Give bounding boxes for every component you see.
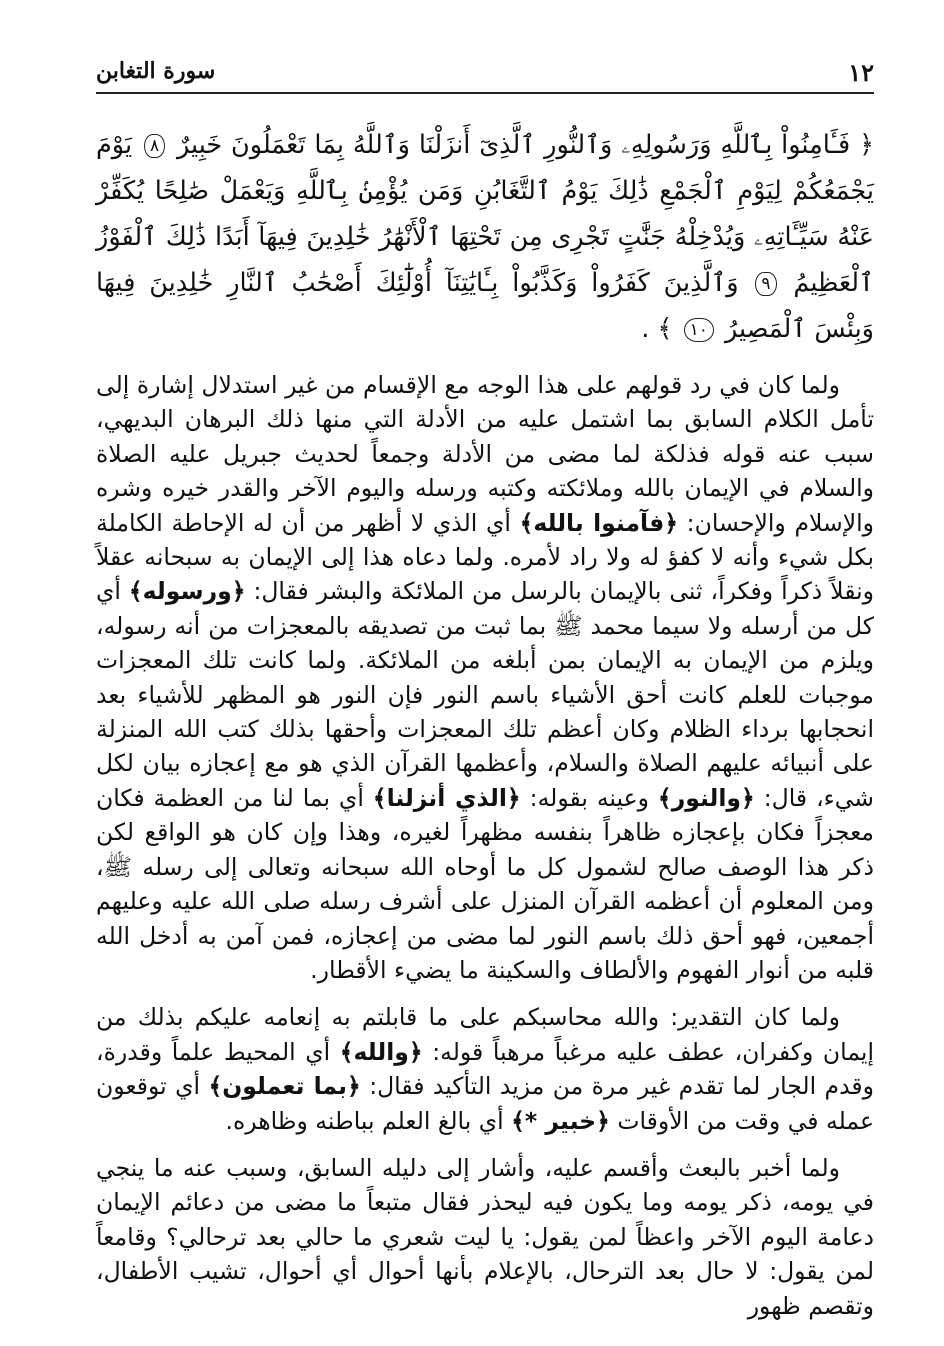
commentary-paragraph-1 — [96, 368, 874, 987]
ayah-number-9: ٩ — [755, 272, 776, 296]
quote-alladhi-anzalna: ﴿الذي أنزلنا﴾ — [372, 783, 521, 812]
p2-text-a: ولما كان التقدير: والله محاسبكم على ما قابلتم به إنعامه عليكم بذلك من إيمان وكفران، عطف عليه مرغباً مرهباً قوله: — [96, 1003, 874, 1066]
p2-text-d: أي بالغ العلم بباطنه وظاهره. — [225, 1106, 504, 1135]
quote-khabir: ﴿خبير *﴾ — [511, 1106, 610, 1135]
commentary-paragraph-2 — [96, 1000, 874, 1138]
page-number: ١٢ — [848, 58, 874, 87]
document-page — [96, 52, 874, 1332]
p1-text-e: أي بما لنا من العظمة فكان معجزاً فكان بإعجازه ظاهراً بنفسه مظهراً لغيره، وهذا وإن كان هو الواقع لكن ذكر هذا الوصف صالح لشمول كل ما أوحاه الله سبحانه وتعالى إلى رسله ﷺ، ومن المعلوم أن أعظمه القرآن المنزل على أشرف رسله صلى الله عليه وعليهم أجمعين، فهو أحق ذلك باسم النور لما مضى من إعجازه، فمن آمن به أدخل الله قلبه من أنوار الفهوم والألطاف والسكينة ما يضيء الأقطار. — [96, 783, 874, 984]
p1-text-a: ولما كان في رد قولهم على هذا الوجه مع الإقسام من غير استدلال إشارة إلى تأمل الكلام السابق بما اشتمل عليه من الأدلة التي منها ذلك البرهان البديهي، سبب عنه قوله فذلكة لما مضى من الأدلة وجمعاً لحديث جبريل عليه الصلاة والسلام في الإيمان بالله وملائكته وكتبه ورسله واليوم الآخر والقدر خيره وشره والإسلام والإحسان: — [96, 371, 874, 537]
p1-text-b: أي الذي لا أظهر من أن له الإحاطة الكاملة بكل شيء وأنه لا كفؤ له ولا راد لأمره. ولما دعاه هذا إلى الإيمان به سبحانه عقلاً ونقلاً ذكراً وفكراً، ثنى بالإيمان بالرسل من الملائكة والبشر فقال: — [96, 508, 874, 606]
quote-bima-taamalun: ﴿بما تعملون﴾ — [208, 1072, 361, 1101]
verse-10-text: وَٱلَّذِينَ كَفَرُواْ وَكَذَّبُواْ بِـَٔايَٰتِنَآ أُوْلَٰٓئِكَ أَصْحَٰبُ ٱلنَّارِ خَٰلِدِينَ فِيهَا وَبِئْسَ ٱلْمَصِيرُ — [96, 268, 874, 344]
ayah-number-8: ٨ — [144, 134, 165, 158]
p1-text-c: أي كل من أرسله ولا سيما محمد ﷺ بما ثبت من تصديقه بالمعجزات من أنه رسوله، ويلزم من الإيمان به الإيمان بمن أبلغه من الملائكة. ولما كانت تلك المعجزات موجبات للعلم كانت أحق الأشياء باسم النور فإن النور هو المظهر للأشياء بعد انحجابها برداء الظلام وكان أعظم تلك المعجزات وأحقها بذلك كتب الله المنزلة على أنبيائه عليهم الصلاة والسلام، وأعظمها القرآن الذي هو مع إعجازه بيان لكل شيء، قال: — [96, 577, 874, 812]
quote-wallah: ﴿والله﴾ — [339, 1037, 423, 1066]
quote-warasulihi: ﴿ورسوله﴾ — [128, 577, 246, 606]
verse-8-text: ﴿ فَـَٔامِنُواْ بِٱللَّهِ وَرَسُولِهِۦ وَٱلنُّورِ ٱلَّذِىٓ أَنزَلْنَا وَٱللَّهُ بِمَا تَعْمَلُونَ خَبِيرٌ — [176, 130, 875, 160]
quote-wannur: ﴿والنور﴾ — [657, 783, 755, 812]
page-header — [96, 52, 874, 94]
p2-text-b: أي المحيط علماً وقدرة، وقدم الجار لما تقدم غير مرة من مزيد التأكيد فقال: — [96, 1037, 874, 1101]
verse-block-end: ﴾ . — [641, 314, 673, 344]
p3-text-a: ولما أخبر بالبعث وأقسم عليه، وأشار إلى دليله السابق، وسبب عنه ما ينجي في يومه، ذكر يومه وما يكون فيه ليحذر فقال متبعاً ما مضى من دعائم الإيمان دعامة اليوم الآخر واعظاً لمن يقول: يا ليت شعري ما حالي بعد ترحالي؟ وقامعاً لمن يقول: لا حال بعد الترحال، بالإعلام بأنها أحوال أي أحوال، تشيب الأطفال، وتقصم ظهور — [96, 1153, 874, 1320]
p1-text-d: وعينه بقوله: — [529, 783, 649, 812]
quran-verses — [96, 122, 874, 352]
commentary-paragraph-3 — [96, 1151, 874, 1323]
surah-title: سورة التغابن — [96, 58, 216, 84]
quote-faaminu-billah: ﴿فآمنوا بالله﴾ — [519, 508, 678, 537]
p2-text-c: أي توقعون عمله في وقت من الأوقات — [96, 1072, 874, 1135]
ayah-number-10: ١٠ — [684, 318, 714, 342]
verse-9-text: يَوْمَ يَجْمَعُكُمْ لِيَوْمِ ٱلْجَمْعِ ذَٰلِكَ يَوْمُ ٱلتَّغَابُنِ وَمَن يُؤْمِنۢ بِٱللَّهِ وَيَعْمَلْ صَٰلِحًا يُكَفِّرْ عَنْهُ سَيِّـَٔاتِهِۦ وَيُدْخِلْهُ جَنَّٰتٍ تَجْرِى مِن تَحْتِهَا ٱلْأَنْهَٰرُ خَٰلِدِينَ فِيهَآ أَبَدًا ذَٰلِكَ ٱلْفَوْزُ ٱلْعَظِيمُ — [96, 130, 874, 298]
